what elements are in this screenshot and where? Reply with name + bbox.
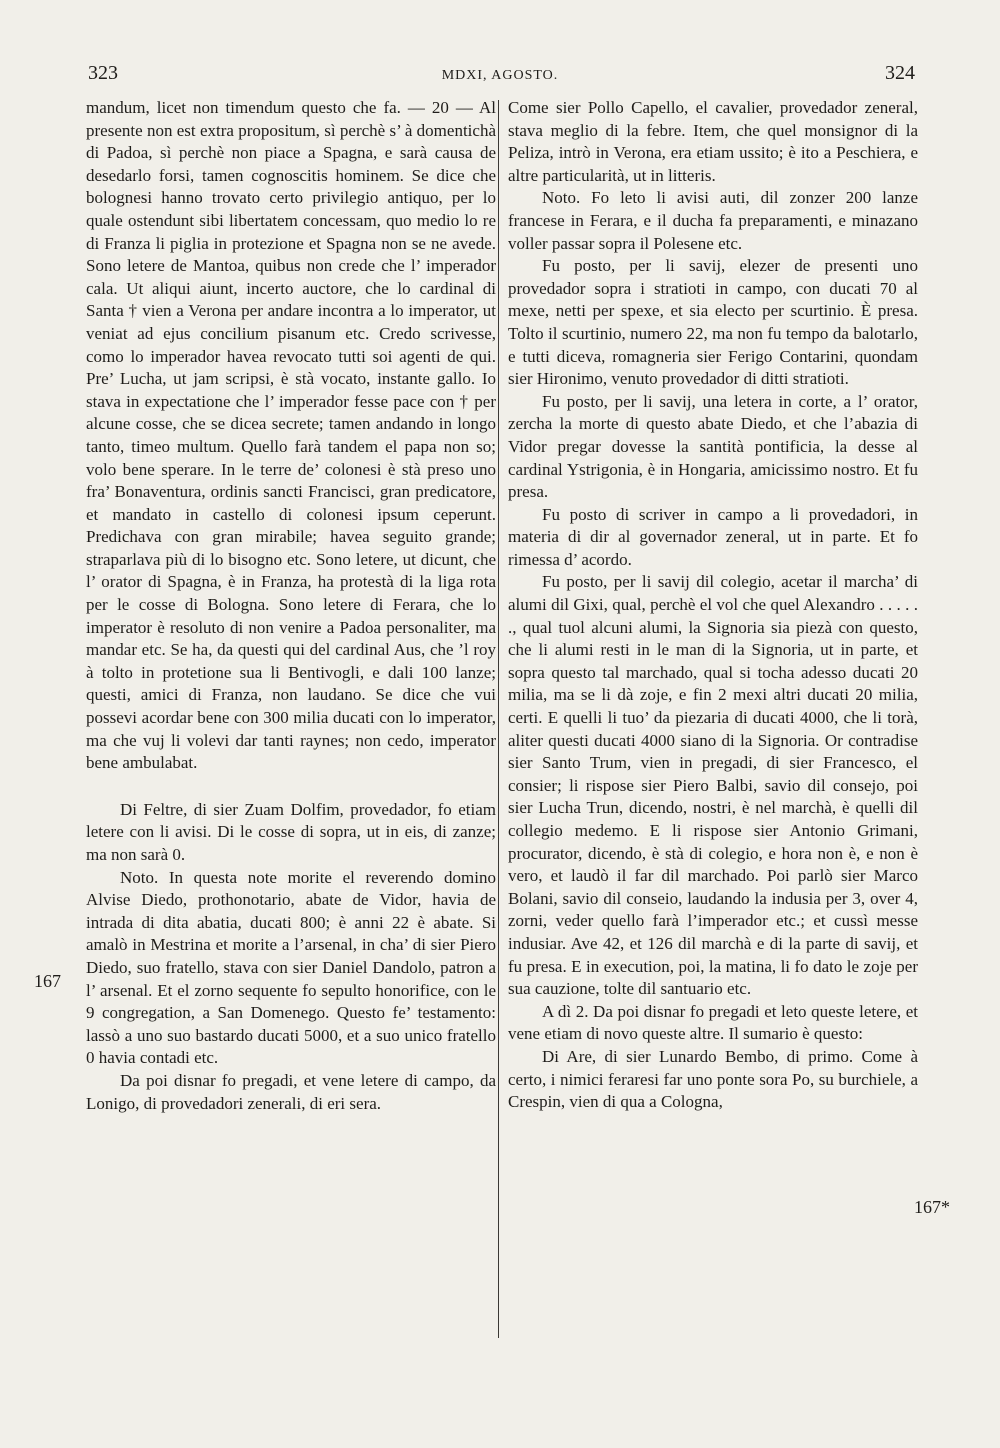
page-number-left: 323: [88, 62, 118, 84]
running-title: MDXI, AGOSTO.: [441, 68, 559, 83]
paragraph: Fu posto, per li savij, elezer de presenti uno provedador sopra i stratioti in campo, con ducati 70 al mexe, netti per spexe, et sia electo per scurtinio. È presa. Tolto il scurtinio, numero 22, ma non fu tempo da balotarlo, e tutti diceva, romagneria sier Ferigo Contarini, quondam sier Hironimo, venuto provedador di ditti stratioti.: [508, 256, 918, 389]
paragraph: Da poi disnar fo pregadi, et vene letere di campo, da Lonigo, di provedadori zenerali, di eri sera.: [86, 1070, 496, 1113]
paragraph: Come sier Pollo Capello, el cavalier, provedador zeneral, stava meglio di la febre. Item, che quel monsignor di la Peliza, intrò in Verona, era etiam ussito; è ito a Peschiera, e altre particularità, ut in litteris.: [508, 98, 918, 185]
paragraph: Di Are, di sier Lunardo Bembo, di primo. Come à certo, i nimici feraresi far uno ponte sora Po, su burchiele, a Crespin, vien di qua a Cologna,: [508, 1046, 918, 1112]
paragraph: Di Feltre, di sier Zuam Dolfim, provedador, fo etiam letere con li avisi. Di le cosse di sopra, ut in eis, di zanze; ma non sarà 0.: [86, 799, 496, 864]
paragraph: mandum, licet non timendum questo che fa. — 20 — Al presente non est extra propositum, sì perchè s’ à domentichà di Padoa, sì perchè non piace a Spagna, e sarà causa de desedarlo forsi, tamen cognoscitis hominem. Se dice che bolognesi hanno trovato certo privilegio antiquo, per lo quale ostendunt sibi libertatem concessam, quo medio lo re di Franza li piglia in protezione et Spagna non se ne avede. Sono letere de Mantoa, quibus non crede che l’ imperador cala. Ut aliqui aiunt, incerto auctore, che lo cardinal di Santa † vien a Verona per andare incontra a lo imperator, ut veniat ad ejus concilium pisanum etc. Credo scrivesse, como lo imperador havea revocato tutti soi agenti de qui. Pre’ Lucha, ut jam scripsi, è stà vocato, instante gallo. Io stava in expectatione che l’ imperador fesse pace con † per alcune cosse, che se dicea secrete; tamen andando in longo tanto, timeo multum. Quello farà tandem el papa non so; volo bene sperare. In le terre de’ colonesi è stà preso uno fra’ Bonaventura, ordinis sancti Francisci, gran predicatore, et mandato in castello di colonesi ipsum ceperunt. Predichava con gran mirabile; havea seguito grande; straparlava più di lo bisogno etc. Sono letere, ut dicunt, che l’ orator di Spagna, è in Franza, ha protestà di la liga rota per le cosse di Bologna. Sono letere di Ferara, che lo imperator è resoluto di non venire a Padoa personaliter, ma mandar etc. Se ha, da questi qui del cardinal Aus, che ’l roy à tolto in protetione sua li Bentivogli, e dali 100 lanze; questi, amici di Franza, non laudano. Se dice che vui possevi acordar bene con 300 milia ducati con lo imperator, ma che vuj li volevi dar tanti raynes; non cedo, imperator bene ambulabat.: [86, 98, 496, 773]
margin-number-right: 167*: [914, 1197, 950, 1217]
column-divider: [498, 100, 499, 1338]
paragraph: Fu posto, per li savij dil colegio, acetar il marcha’ di alumi dil Gixi, qual, perchè el vol che quel Alexandro . . . . . ., qual tuol alcuni alumi, la Signoria sia piezà con questo, che li alumi resti in le man di la Signoria, ut in parte, et sopra questo tal marchado, qual si tocha adesso ducati 20 milia, ma se li dà zoje, e fin 2 mexi altri ducati 20 milia, certi. E quelli li tuo’ da piezaria di ducati 4000, che li torà, aliter questi ducati 4000 siano di la Signoria. Or contradise sier Santo Trum, vien in pregadi, di sier Francesco, el consier; li rispose sier Piero Balbi, savio dil consejo, poi sier Lucha Trun, dicendo, nostri, è nel marchà, è quelli dil collegio medemo. E li rispose sier Antonio Grimani, procurator, dicendo, è stà di colegio, e hora non è, e non è vero, et laudò il far dil marchado. Poi parlò sier Marco Bolani, savio dil conseio, laudando la indusia per 3, over 4, zorni, veder quello farà l’imperador etc.; et cussì messe indusiar. Ave 42, et 126 dil marchà e di la parte di savij, et fu presa. E in execution, poi, la matina, li fo dato le zoje per sua cauzione, tolte dil santuario etc.: [508, 572, 918, 999]
right-column: [508, 97, 918, 1114]
left-column: [86, 97, 496, 1115]
paragraph: Noto. In questa note morite el reverendo domino Alvise Diedo, prothonotario, abate de Vidor, havia de intrada di dita abatia, ducati 800; è anni 22 è abate. Si amalò in Mestrina et morite a l’arsenal, in cha’ di sier Piero Diedo, suo fratello, stava con sier Daniel Dandolo, patron a l’ arsenal. Et el zorno sequente fo sepulto honorifice, con le 9 congregation, a San Domenego. Questo fe’ testamento: lassò a uno suo bastardo ducati 5000, et a suo unico fratello 0 havia contadi etc.: [86, 867, 496, 1068]
page-number-right: 324: [885, 62, 915, 84]
paragraph: Noto. Fo leto li avisi auti, dil zonzer 200 lanze francese in Ferara, e il ducha fa preparamenti, e minazano voller passar sopra il Polesene etc.: [508, 188, 918, 253]
paragraph: A dì 2. Da poi disnar fo pregadi et leto queste letere, et vene etiam di novo queste altre. Il sumario è questo:: [508, 1001, 918, 1044]
paragraph: Fu posto di scriver in campo a li provedadori, in materia di dir al governador zeneral, ut in parte. Et fo rimessa d’ acordo.: [508, 504, 918, 569]
margin-number-left: 167: [34, 971, 61, 991]
paragraph: Fu posto, per li savij, una letera in corte, a l’ orator, zercha la morte di questo abate Diedo, et che l’abazia di Vidor pregar dovesse la santità pontificia, la desse al cardinal Ystrigonia, è in Hongaria, amicissimo nostro. Et fu presa.: [508, 391, 918, 502]
